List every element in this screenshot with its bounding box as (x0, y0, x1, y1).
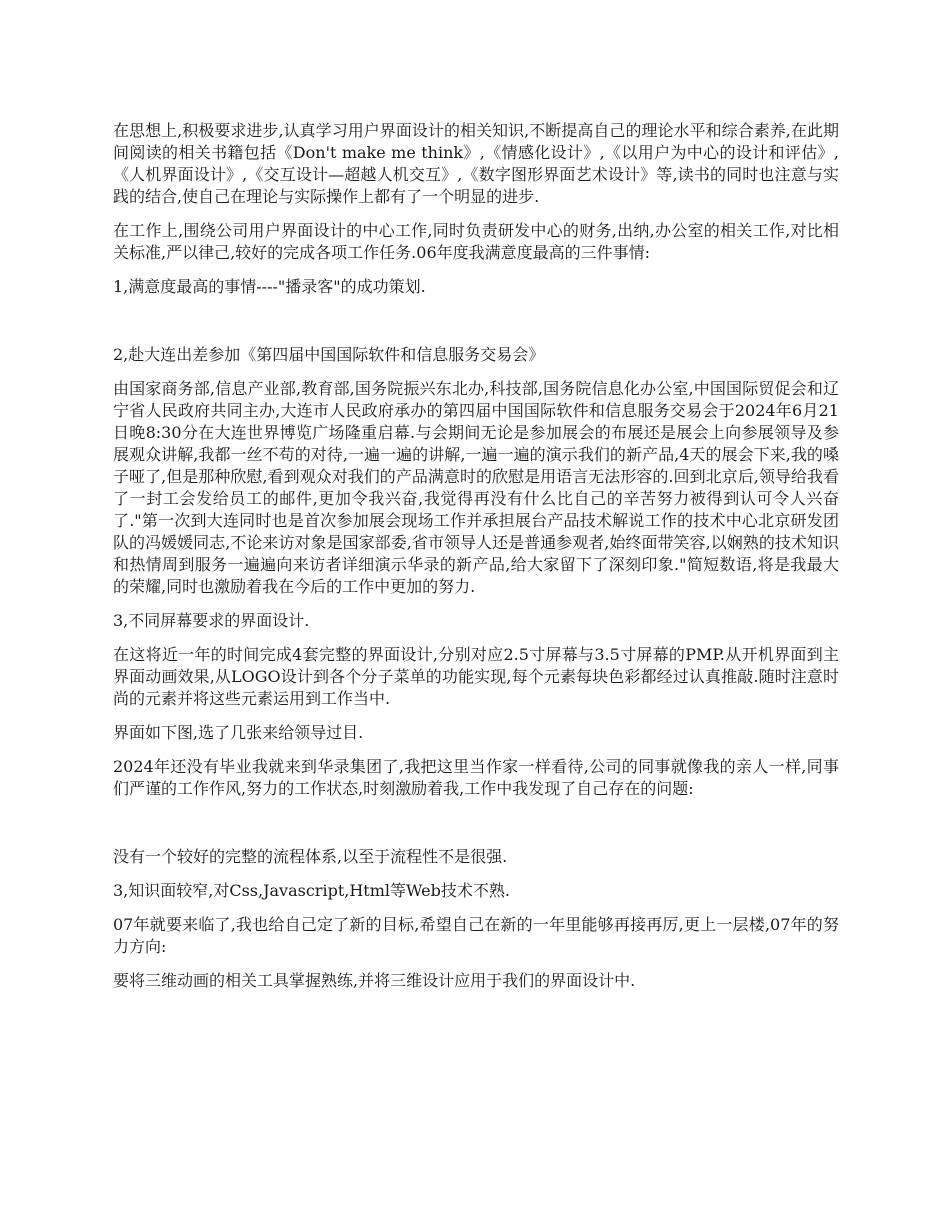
paragraph-interface-design: 在这将近一年的时间完成4套完整的界面设计,分别对应2.5寸屏幕与3.5寸屏幕的PMP.从开机界面到主界面动画效果,从LOGO设计到各个分子菜单的功能实现,每个元素每块色彩都经过认真推敲.随时注意时尚的元素并将这些元素运用到工作当中. (113, 645, 839, 708)
paragraph-goal-3d: 要将三维动画的相关工具掌握熟练,并将三维设计应用于我们的界面设计中. (113, 971, 636, 990)
paragraph-goals: 07年就要来临了,我也给自己定了新的目标,希望自己在新的一年里能够再接再厉,更上一层楼,07年的努力方向: (113, 915, 839, 956)
paragraph-figure-note: 界面如下图,选了几张来给领导过目. (113, 723, 364, 742)
spacer (113, 310, 839, 344)
paragraph-item-2-heading: 2,赴大连出差参加《第四届中国国际软件和信息服务交易会》 (113, 345, 545, 364)
spacer (113, 812, 839, 846)
paragraph-item-1: 1,满意度最高的事情----"播录客"的成功策划. (113, 277, 426, 296)
paragraph-problem-1: 没有一个较好的完整的流程体系,以至于流程性不是很强. (113, 847, 508, 866)
paragraph-expo: 由国家商务部,信息产业部,教育部,国务院振兴东北办,科技部,国务院信息化办公室,中国国际贸促会和辽宁省人民政府共同主办,大连市人民政府承办的第四届中国国际软件和信息服务交易会于2024年6月21日晚8:30分在大连世界博览广场隆重启幕.与会期间无论是参加展会的布展还是展会上向参展领导及参展观众讲解,我都一丝不苟的对待,一遍一遍的讲解,一遍一遍的演示我们的新产品,4天的展会下来,我的嗓子哑了,但是那种欣慰,看到观众对我们的产品满意时的欣慰是用语言无法形容的.回到北京后,领导给我看了一封工会发给员工的邮件,更加令我兴奋,我觉得再没有什么比自己的辛苦努力被得到认可令人兴奋了."第一次到大连同时也是首次参加展会现场工作并承担展台产品技术解说工作的技术中心北京研发团队的冯媛媛同志,不论来访对象是国家部委,省市领导人还是普通参观者,始终面带笑容,以娴熟的技术知识和热情周到服务一遍遍向来访者详细演示华录的新产品,给大家留下了深刻印象."简短数语,将是我最大的荣耀,同时也激励着我在今后的工作中更加的努力. (113, 379, 839, 596)
document-body (113, 120, 839, 1004)
paragraph-reading: 在思想上,积极要求进步,认真学习用户界面设计的相关知识,不断提高自己的理论水平和综合素养,在此期间阅读的相关书籍包括《Don't make me think》,《情感化设计》,《以用户为中心的设计和评估》,《人机界面设计》,《交互设计—超越人机交互》,《数字图形界面艺术设计》等,读书的同时也注意与实践的结合,使自己在理论与实际操作上都有了一个明显的进步. (113, 121, 839, 206)
paragraph-item-3-heading: 3,不同屏幕要求的界面设计. (113, 611, 310, 630)
paragraph-problem-3: 3,知识面较窄,对Css,Javascript,Html等Web技术不熟. (113, 881, 510, 900)
paragraph-work: 在工作上,围绕公司用户界面设计的中心工作,同时负责研发中心的财务,出纳,办公室的相关工作,对比相关标准,严以律己,较好的完成各项工作任务.06年度我满意度最高的三件事情: (113, 221, 839, 262)
paragraph-reflection: 2024年还没有毕业我就来到华录集团了,我把这里当作家一样看待,公司的同事就像我的亲人一样,同事们严谨的工作作风,努力的工作状态,时刻激励着我,工作中我发现了自己存在的问题: (113, 757, 839, 798)
